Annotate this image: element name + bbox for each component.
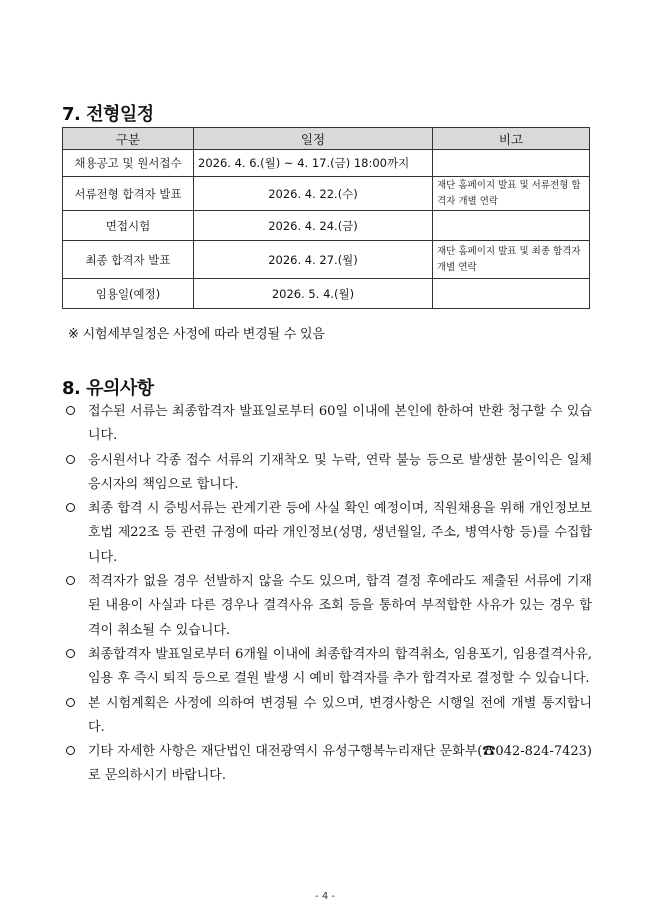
list-item-text: 최종합격자 발표일로부터 6개월 이내에 최종합격자의 합격취소, 임용포기, 임용결격사유, 임용 후 즉시 퇴직 등으로 결원 발생 시 예비 합격자를 추가 합격자로 결정할 수 있습니다. <box>88 646 592 687</box>
table-row <box>63 150 590 177</box>
section-8-title: 8. 유의사항 <box>62 378 154 399</box>
cell-category: 최종 합격자 발표 <box>63 241 194 279</box>
list-item-text: 적격자가 없을 경우 선발하지 않을 수도 있으며, 합격 결정 후에라도 제출된 서류에 기재된 내용이 사실과 다른 경우나 결격사유 조회 등을 통하여 부적합한 사유가 있는 경우 합격이 취소될 수 있습니다. <box>88 574 592 638</box>
cell-schedule: 2026. 4. 6.(월) ~ 4. 17.(금) 18:00까지 <box>194 150 433 177</box>
list-item <box>66 692 592 741</box>
table-row <box>63 211 590 241</box>
cell-schedule: 2026. 4. 27.(월) <box>194 241 433 279</box>
schedule-table <box>62 127 590 309</box>
list-item-text: 응시원서나 각종 접수 서류의 기재착오 및 누락, 연락 불능 등으로 발생한 불이익은 일체 응시자의 책임으로 합니다. <box>88 452 592 492</box>
list-item-text: 최종 합격 시 증빙서류는 관계기관 등에 사실 확인 예정이며, 직원채용을 위해 개인정보보호법 제22조 등 관련 규정에 따라 개인정보(성명, 생년월일, 주소, 병역사항 등)를 수집합니다. <box>88 501 592 565</box>
list-item <box>66 740 592 789</box>
table-row <box>63 241 590 279</box>
list-item-text: 접수된 서류는 최종합격자 발표일로부터 60일 이내에 본인에 한하여 반환 청구할 수 있습니다. <box>88 404 592 444</box>
cell-category: 임용일(예정) <box>63 279 194 309</box>
notice-list <box>66 400 592 789</box>
cell-category: 면접시험 <box>63 211 194 241</box>
cell-schedule: 2026. 4. 22.(수) <box>194 177 433 211</box>
list-item <box>66 497 592 570</box>
list-item <box>66 449 592 498</box>
page-number: - 4 - <box>315 891 335 902</box>
section-7-title: 7. 전형일정 <box>62 104 154 125</box>
cell-schedule: 2026. 4. 24.(금) <box>194 211 433 241</box>
table-header-row <box>63 128 590 150</box>
list-item-text: 기타 자세한 사항은 재단법인 대전광역시 유성구행복누리재단 문화부(☎042-824-7423)로 문의하시기 바랍니다. <box>88 744 592 784</box>
schedule-note: ※ 시험세부일정은 사정에 따라 변경될 수 있음 <box>68 327 325 342</box>
cell-schedule: 2026. 5. 4.(월) <box>194 279 433 309</box>
circle-bullet-icon <box>66 746 75 755</box>
header-category: 구분 <box>63 128 194 150</box>
cell-remarks <box>433 150 590 177</box>
cell-remarks: 재단 홈페이지 발표 및 최종 합격자 개별 연락 <box>433 241 590 279</box>
circle-bullet-icon <box>66 576 75 585</box>
cell-category: 채용공고 및 원서접수 <box>63 150 194 177</box>
list-item-text: 본 시험계획은 사정에 의하여 변경될 수 있으며, 변경사항은 시행일 전에 개별 통지합니다. <box>88 695 592 735</box>
list-item <box>66 643 592 692</box>
header-remarks: 비고 <box>433 128 590 150</box>
circle-bullet-icon <box>66 406 75 415</box>
cell-remarks: 재단 홈페이지 발표 및 서류전형 합격자 개별 연락 <box>433 177 590 211</box>
circle-bullet-icon <box>66 503 75 512</box>
table-row <box>63 279 590 309</box>
circle-bullet-icon <box>66 649 75 658</box>
cell-remarks <box>433 279 590 309</box>
cell-remarks <box>433 211 590 241</box>
header-schedule: 일정 <box>194 128 433 150</box>
cell-category: 서류전형 합격자 발표 <box>63 177 194 211</box>
table-row <box>63 177 590 211</box>
circle-bullet-icon <box>66 698 75 707</box>
list-item <box>66 400 592 449</box>
list-item <box>66 570 592 643</box>
circle-bullet-icon <box>66 455 75 464</box>
